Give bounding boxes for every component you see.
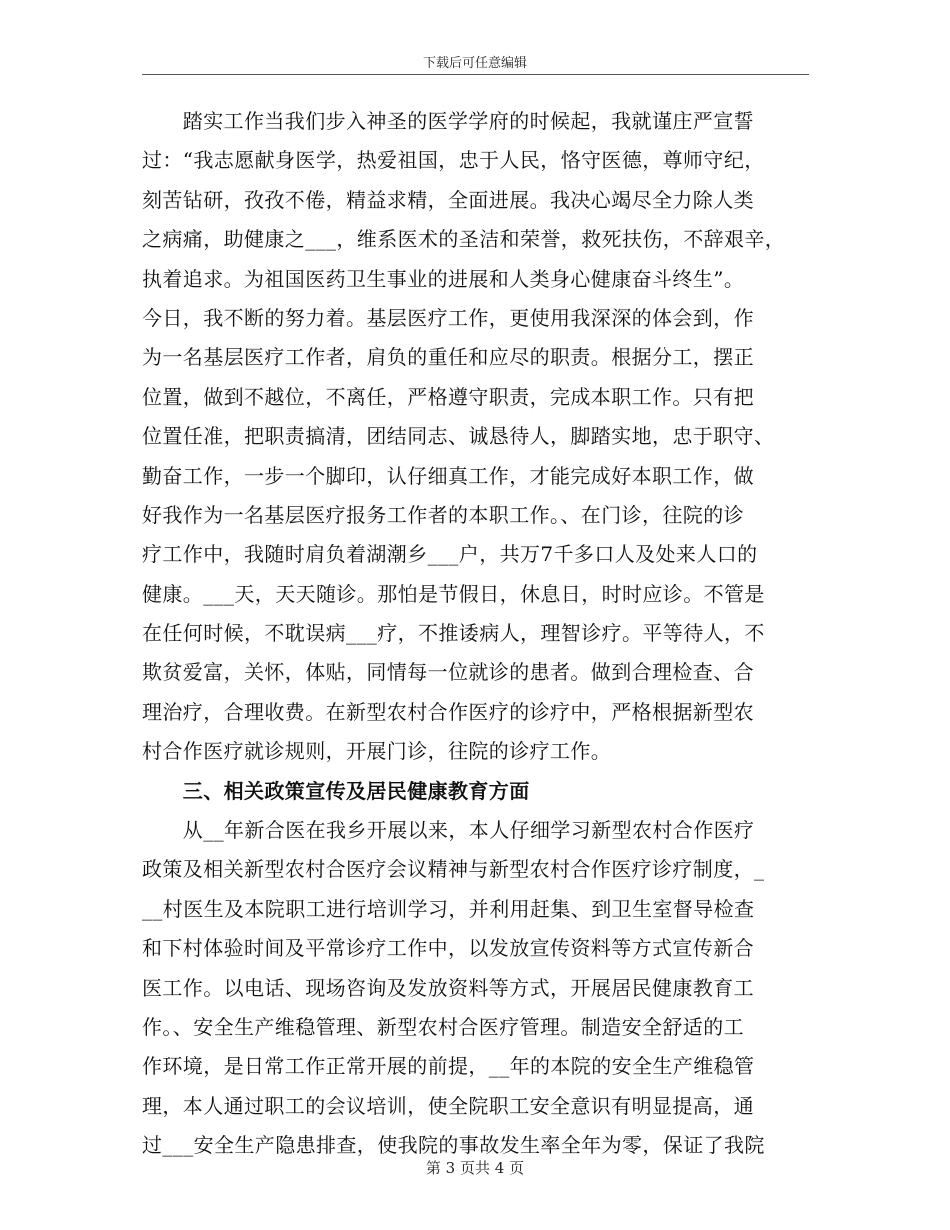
body-line: 从__年新合医在我乡开展以来，本人仔细学习新型农村合作医疗 bbox=[142, 818, 755, 843]
body-line: 在任何时候，不耽误病___疗，不推诿病人，理智诊疗。平等待人，不 bbox=[142, 621, 765, 646]
body-line: 位置，做到不越位，不离任，严格遵守职责，完成本职工作。只有把 bbox=[142, 384, 754, 409]
page-header: 下载后可任意编辑 bbox=[422, 56, 527, 71]
body-line: 为一名基层医疗工作者，肩负的重任和应尽的职责。根据分工，摆正 bbox=[142, 345, 754, 370]
body-line: 政策及相关新型农村合医疗会议精神与新型农村合作医疗诊疗制度，_ bbox=[142, 857, 765, 882]
header-divider bbox=[142, 74, 809, 75]
body-line: 医工作。以电话、现场咨询及发放资料等方式，开展居民健康教育工 bbox=[142, 975, 754, 1000]
body-line: 过：“我志愿献身医学，热爱祖国，忠于人民，恪守医德，尊师守纪， bbox=[142, 148, 765, 173]
body-line: 疗工作中，我随时肩负着湖潮乡___户，共万7千多口人及处来人口的 bbox=[142, 542, 758, 567]
body-line: __村医生及本院职工进行培训学习，并利用赶集、到卫生室督导检查 bbox=[142, 896, 755, 921]
body-line: 过___安全生产隐患排查，使我院的事故发生率全年为零，保证了我院 bbox=[142, 1133, 765, 1158]
document-body bbox=[142, 102, 812, 1166]
body-line: 作。、安全生产维稳管理、新型农村合医疗管理。制造安全舒适的工 bbox=[142, 1014, 744, 1039]
body-line: 理治疗，合理收费。在新型农村合作医疗的诊疗中，严格根据新型农 bbox=[142, 699, 754, 724]
body-line: 好我作为一名基层医疗报务工作者的本职工作。、在门诊，往院的诊 bbox=[142, 502, 744, 527]
body-line: 作环境，是日常工作正常开展的前提，__年的本院的安全生产维稳管 bbox=[142, 1054, 755, 1079]
body-line: 勤奋工作，一步一个脚印，认仔细真工作，才能完成好本职工作，做 bbox=[142, 463, 754, 488]
body-line: 位置任准，把职责搞清，团结同志、诚恳待人，脚踏实地，忠于职守、 bbox=[142, 424, 775, 449]
body-line: 村合作医疗就诊规则，开展门诊，往院的诊疗工作。 bbox=[142, 739, 612, 764]
body-line: 之病痛，助健康之___，维系医术的圣洁和荣誉，救死扶伤，不辞艰辛， bbox=[142, 227, 786, 252]
body-line: 执着追求。为祖国医药卫生事业的进展和人类身心健康奋斗终生”。 bbox=[142, 266, 745, 291]
section-heading: 三、相关政策宣传及居民健康教育方面 bbox=[142, 778, 530, 803]
body-line: 健康。___天，天天随诊。那怕是节假日，休息日，时时应诊。不管是 bbox=[142, 581, 765, 606]
body-line: 欺贫爱富，关怀，体贴，同情每一位就诊的患者。做到合理检查、合 bbox=[142, 660, 754, 685]
body-line: 刻苦钻研，孜孜不倦，精益求精，全面进展。我决心竭尽全力除人类 bbox=[142, 187, 754, 212]
body-line: 踏实工作当我们步入神圣的医学学府的时候起，我就谨庄严宣誓 bbox=[142, 109, 754, 133]
body-line: 今日，我不断的努力着。基层医疗工作，更使用我深深的体会到，作 bbox=[142, 305, 754, 330]
body-line: 和下村体验时间及平常诊疗工作中，以发放宣传资料等方式宣传新合 bbox=[142, 936, 754, 961]
page-number: 第 3 页共 4 页 bbox=[425, 1159, 525, 1177]
body-line: 理，本人通过职工的会议培训，使全院职工安全意识有明显提高，通 bbox=[142, 1093, 754, 1118]
